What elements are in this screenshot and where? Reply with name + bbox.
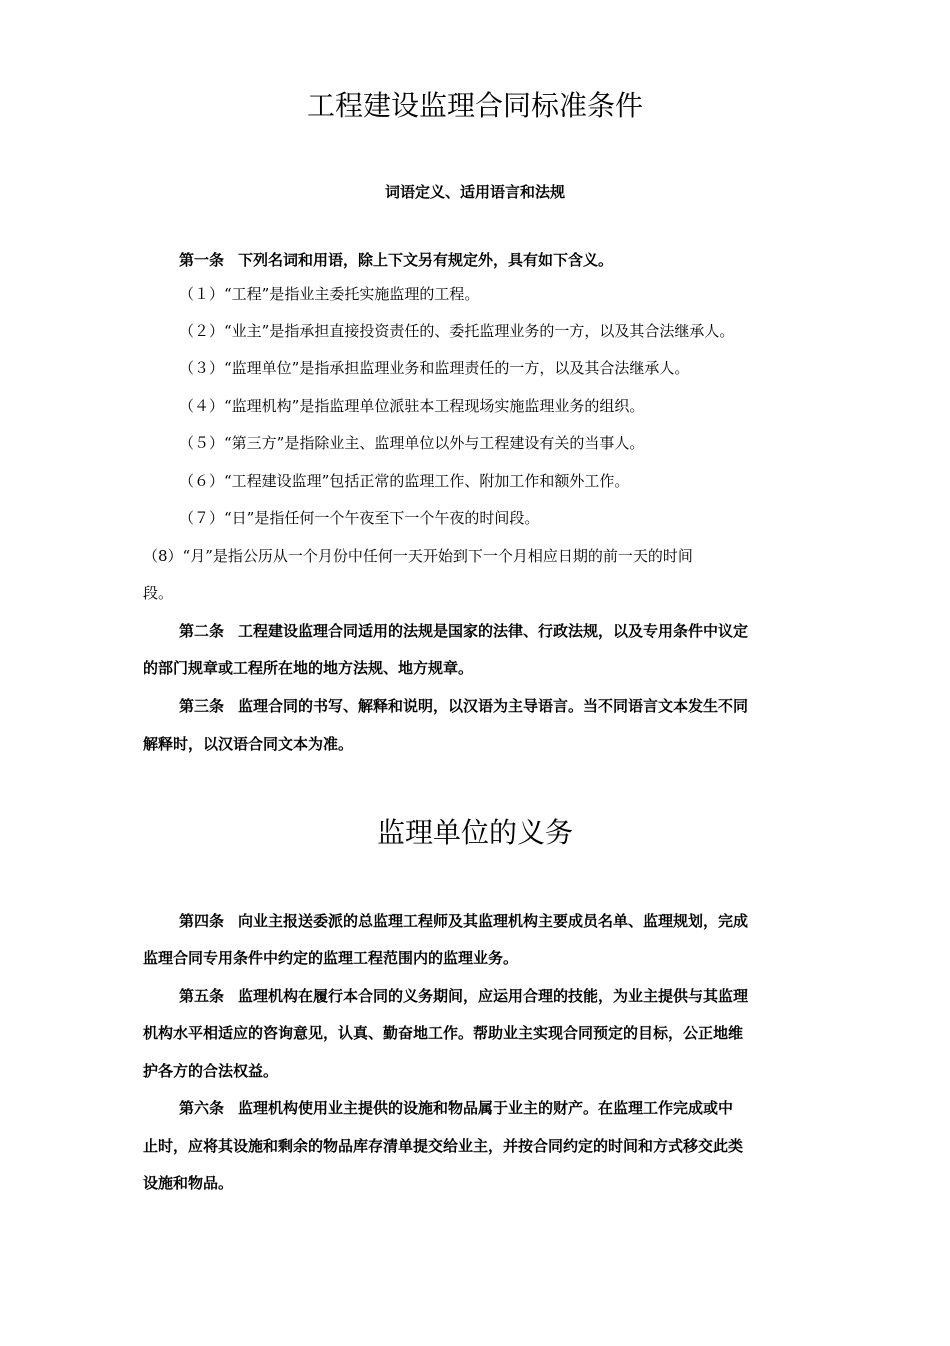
article-1-label: 第一条 bbox=[179, 251, 225, 269]
definition-3: （３）“监理单位”是指承担监理业务和监理责任的一方，以及其合法继承人。 bbox=[179, 359, 690, 377]
article-5-label: 第五条 bbox=[179, 987, 225, 1005]
section-heading-obligations: 监理单位的义务 bbox=[376, 816, 573, 849]
definition-2: （２）“业主”是指承担直接投资责任的、委托监理业务的一方，以及其合法继承人。 bbox=[179, 322, 735, 340]
definition-5: （５）“第三方”是指除业主、监理单位以外与工程建设有关的当事人。 bbox=[179, 434, 645, 452]
article-6 bbox=[179, 1097, 733, 1118]
article-4-line-2: 监理合同专用条件中约定的监理工程范围内的监理业务。 bbox=[143, 949, 519, 967]
definition-8-line-2: 段。 bbox=[143, 584, 174, 602]
article-3 bbox=[179, 695, 748, 716]
article-4 bbox=[179, 910, 748, 931]
article-3-line-1: 监理合同的书写、解释和说明，以汉语为主导语言。当不同语言文本发生不同 bbox=[238, 697, 749, 715]
article-2 bbox=[179, 620, 748, 641]
definition-1: （１）“工程”是指业主委托实施监理的工程。 bbox=[179, 285, 480, 303]
article-6-label: 第六条 bbox=[179, 1099, 225, 1117]
definition-8-line-1: （8）“月”是指公历从一个月份中任何一天开始到下一个月相应日期的前一天的时间 bbox=[143, 547, 693, 565]
article-3-line-2: 解释时，以汉语合同文本为准。 bbox=[143, 735, 354, 753]
article-5 bbox=[179, 985, 748, 1006]
article-5-line-3: 护各方的合法权益。 bbox=[143, 1062, 279, 1080]
article-4-label: 第四条 bbox=[179, 912, 225, 930]
article-6-line-1: 监理机构使用业主提供的设施和物品属于业主的财产。在监理工作完成或中 bbox=[238, 1099, 734, 1117]
article-1 bbox=[179, 249, 613, 270]
article-2-line-1: 工程建设监理合同适用的法规是国家的法律、行政法规，以及专用条件中议定 bbox=[238, 622, 749, 640]
article-6-line-3: 设施和物品。 bbox=[143, 1174, 234, 1192]
article-1-text: 下列名词和用语，除上下文另有规定外，具有如下含义。 bbox=[238, 251, 614, 269]
definition-6: （６）“工程建设监理”包括正常的监理工作、附加工作和额外工作。 bbox=[179, 472, 630, 490]
article-2-line-2: 的部门规章或工程所在地的地方法规、地方规章。 bbox=[143, 659, 474, 677]
article-5-line-1: 监理机构在履行本合同的义务期间，应运用合理的技能，为业主提供与其监理 bbox=[238, 987, 749, 1005]
article-5-line-2: 机构水平相适应的咨询意见，认真、勤奋地工作。帮助业主实现合同预定的目标，公正地维 bbox=[143, 1024, 744, 1042]
article-4-line-1: 向业主报送委派的总监理工程师及其监理机构主要成员名单、监理规划，完成 bbox=[238, 912, 749, 930]
article-3-label: 第三条 bbox=[179, 697, 225, 715]
article-6-line-2: 止时，应将其设施和剩余的物品库存清单提交给业主，并按合同约定的时间和方式移交此类 bbox=[143, 1137, 744, 1155]
document-title: 工程建设监理合同标准条件 bbox=[306, 89, 643, 122]
definition-4: （４）“监理机构”是指监理单位派驻本工程现场实施监理业务的组织。 bbox=[179, 397, 645, 415]
section-heading-definitions: 词语定义、适用语言和法规 bbox=[384, 183, 565, 201]
definition-7: （７）“日”是指任何一个午夜至下一个午夜的时间段。 bbox=[179, 509, 540, 527]
article-2-label: 第二条 bbox=[179, 622, 225, 640]
